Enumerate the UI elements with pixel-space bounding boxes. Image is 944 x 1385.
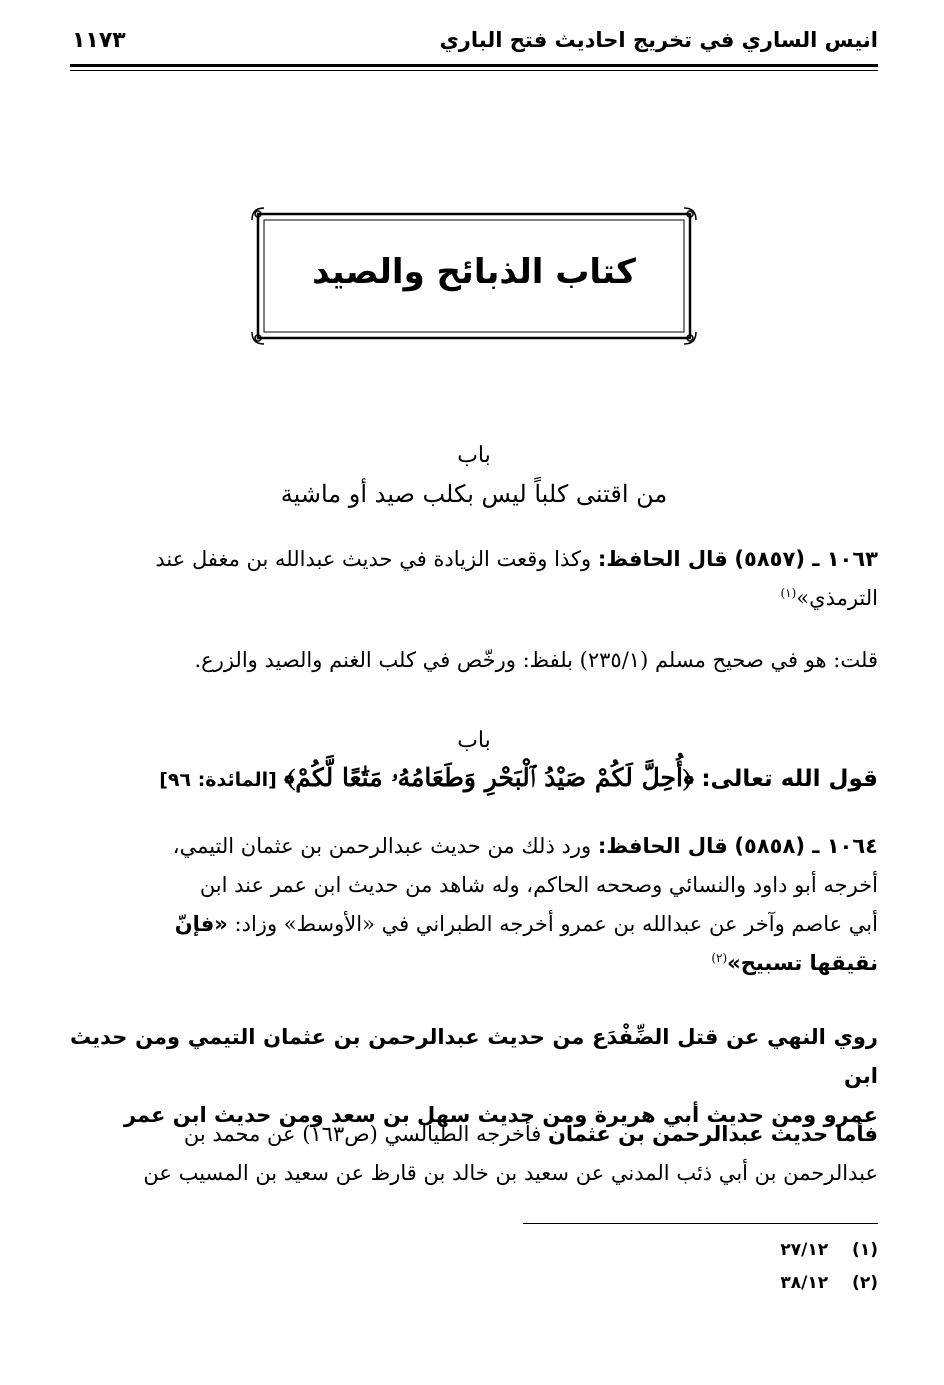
speaker: قال الحافظ: <box>597 547 728 571</box>
summary-text: عمرو ومن حديث أبي هريرة ومن حديث سهل بن سعد ومن حديث ابن عمر <box>123 1103 878 1127</box>
page-header <box>70 28 878 68</box>
footnote-separator <box>523 1223 878 1224</box>
book-title-frame <box>250 206 698 346</box>
book-title: كتاب الذبائح والصيد <box>312 252 636 292</box>
entry-number: ١٠٦٣ ـ (٥٨٥٧) <box>734 547 878 571</box>
entry-text: ورد ذلك من حديث عبدالرحمن بن عثمان التيمي، <box>172 834 592 858</box>
entry-number: ١٠٦٤ ـ (٥٨٥٨) <box>734 834 878 858</box>
footnote-text: ٣٨/١٢ <box>780 1273 829 1293</box>
speaker: قال الحافظ: <box>597 834 728 858</box>
footnote-2 <box>780 1273 878 1293</box>
header-rule-thick <box>70 64 878 67</box>
bab-label-2: باب <box>457 728 491 753</box>
verse-reference: [المائدة: ٩٦] <box>159 769 277 791</box>
entry-text: الترمذي» <box>796 586 878 610</box>
entry-quote: «فإنّ <box>174 912 228 936</box>
entry-1064-cont <box>144 866 878 983</box>
page-number: ١١٧٣ <box>72 28 126 53</box>
bab-label-1: باب <box>457 443 491 468</box>
bab-title-2 <box>70 763 878 793</box>
verse-intro: قول الله تعالى: <box>701 766 878 792</box>
entry-1063 <box>70 540 878 618</box>
summary-text: روي النهي عن قتل الضِّفْدَع من حديث عبدالرحمن بن عثمان التيمي ومن حديث ابن <box>70 1025 878 1088</box>
entry-1064 <box>70 827 878 866</box>
entry-text: أخرجه أبو داود والنسائي وصححه الحاكم، وله شاهد من حديث ابن عمر عند ابن <box>199 873 878 897</box>
entry-text: وكذا وقعت الزيادة في حديث عبدالله بن مغفل عند <box>155 547 592 571</box>
closing-bold: فأما حديث عبدالرحمن بن عثمان <box>547 1122 878 1146</box>
footnote-ref[interactable]: (١) <box>780 586 797 600</box>
closing-text: فأخرجه الطيالسي (ص١٦٣) عن محمد بن <box>183 1122 542 1146</box>
footnote-ref[interactable]: (٢) <box>711 951 728 965</box>
footnote-mark: (٢) <box>852 1273 878 1293</box>
closing-text: عبدالرحمن بن أبي ذئب المدني عن سعيد بن خالد بن قارظ عن سعيد بن المسيب عن <box>143 1161 878 1185</box>
running-title: انيس الساري في تخريج احاديث فتح الباري <box>439 28 878 52</box>
comment-1063: قلت: هو في صحيح مسلم (٢٣٥/١) بلفظ: ورخّص في كلب الغنم والصيد والزرع. <box>194 648 878 672</box>
header-rule-thin <box>70 70 878 71</box>
quran-verse: ﴿أُحِلَّ لَكُمْ صَيْدُ ٱلْبَحْرِ وَطَعَامُهُۥ مَتَٰعًا لَّكُمْ﴾ <box>284 763 695 792</box>
footnote-1 <box>780 1240 878 1260</box>
entry-text: أبي عاصم وآخر عن عبدالله بن عمرو أخرجه الطبراني في «الأوسط» وزاد: <box>234 912 878 936</box>
entry-quote: نقيقها تسبيح» <box>727 951 878 975</box>
closing-paragraph <box>70 1115 878 1193</box>
book-page <box>70 0 878 1385</box>
footnote-text: ٢٧/١٢ <box>780 1240 829 1260</box>
footnote-mark: (١) <box>852 1240 878 1260</box>
bab-title-1: من اقتنى كلباً ليس بكلب صيد أو ماشية <box>280 480 668 508</box>
